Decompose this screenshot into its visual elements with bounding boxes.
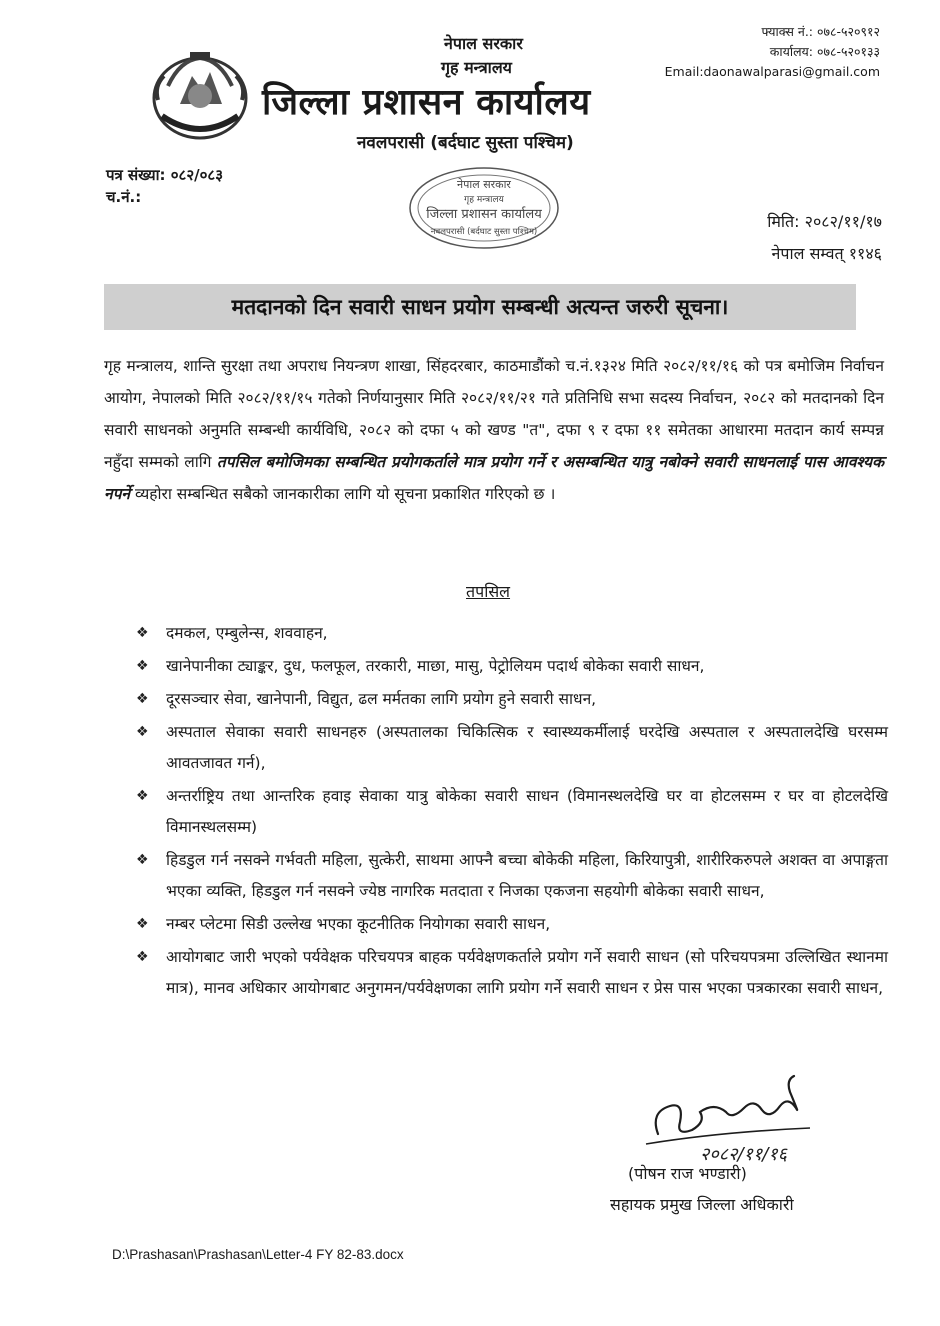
handwritten-signature [640, 1072, 860, 1172]
diamond-bullet-icon: ❖ [136, 691, 149, 707]
list-item [136, 717, 888, 779]
list-item [136, 909, 888, 940]
vehicle-list [136, 618, 888, 1006]
nepal-samvat-date: नेपाल सम्वत् ११४६ [771, 244, 882, 263]
list-item-text: अस्पताल सेवाका सवारी साधनहरु (अस्पतालका चिकित्सिक र स्वास्थ्यकर्मीलाई घरदेखि अस्पताल र अस्पतालदेखि घरसम्म आवतजावत गर्न), [166, 723, 888, 772]
stamp-line-4: नवलपरासी (बर्दघाट सुस्ता पश्चिम) [430, 227, 538, 237]
email-address: Email:daonawalparasi@gmail.com [664, 64, 880, 79]
office-address: नवलपरासी (बर्दघाट सुस्ता पश्चिम) [357, 133, 574, 153]
diamond-bullet-icon: ❖ [136, 916, 149, 932]
government-name: नेपाल सरकार [444, 34, 523, 53]
section-heading: तपसिल [466, 582, 511, 601]
list-item [136, 618, 888, 649]
body-text-emphasis: तपसिल बमोजिमका सम्बन्धित प्रयोगकर्ताले मात्र प्रयोग गर्ने र असम्बन्धित यात्रु नबोक्ने सवारी साधनलाई पास आवश्यक नपर्ने [104, 453, 884, 503]
signature-date: २०८२/११/१६ [700, 1144, 788, 1165]
signer-name: (पोषन राज भण्डारी) [628, 1164, 747, 1183]
nepal-emblem-icon [150, 46, 250, 142]
office-name: जिल्ला प्रशासन कार्यालय [262, 82, 591, 123]
list-item-text: खानेपानीका ट्याङ्कर, दुध, फलफूल, तरकारी, माछा, मासु, पेट्रोलियम पदार्थ बोकेका सवारी साधन, [166, 657, 705, 675]
file-path: D:\Prashasan\Prashasan\Letter-4 FY 82-83.docx [112, 1247, 404, 1262]
diamond-bullet-icon: ❖ [136, 724, 149, 740]
ministry-name: गृह मन्त्रालय [441, 58, 512, 77]
stamp-line-2: गृह मन्त्रालय [464, 195, 504, 205]
list-item-text: नम्बर प्लेटमा सिडी उल्लेख भएका कूटनीतिक नियोगका सवारी साधन, [166, 915, 551, 933]
diamond-bullet-icon: ❖ [136, 658, 149, 674]
fax-number: फ्याक्स नं.: ०७८-५२०९१२ [761, 24, 880, 39]
office-stamp [404, 160, 564, 250]
list-item [136, 845, 888, 907]
list-item-text: दूरसञ्चार सेवा, खानेपानी, विद्युत, ढल मर्मतका लागि प्रयोग हुने सवारी साधन, [166, 690, 597, 708]
list-item [136, 781, 888, 843]
letter-date: मिति: २०८२/११/१७ [767, 212, 882, 231]
reference-block [106, 164, 223, 208]
contact-block [665, 22, 880, 82]
stamp-line-1: नेपाल सरकार [457, 178, 511, 191]
letter-number: पत्र संख्या: ०८२/०८३ [106, 166, 224, 184]
body-text-after: व्यहोरा सम्बन्धित सबैको जानकारीका लागि यो सूचना प्रकाशित गरिएको छ । [130, 485, 556, 503]
list-item-text: हिडडुल गर्न नसक्ने गर्भवती महिला, सुत्केरी, साथमा आफ्नै बच्चा बोकेकी महिला, किरियापुत्री, शारीरिकरुपले अशक्त वा अपाङ्गता भएका व्यक्ति, हिडडुल गर्न नसक्ने ज्येष्ठ नागरिक मतदाता र निजका एकजना सहयोगी बोकेका सवारी साधन, [166, 851, 888, 900]
signer-title: सहायक प्रमुख जिल्ला अधिकारी [610, 1195, 794, 1214]
list-item-text: अन्तर्राष्ट्रिय तथा आन्तरिक हवाइ सेवाका यात्रु बोकेका सवारी साधन (विमानस्थलदेखि घर वा होटलसम्म र घर वा होटलदेखि विमानस्थलसम्म) [166, 787, 888, 836]
list-item-text: आयोगबाट जारी भएको पर्यवेक्षक परिचयपत्र बाहक पर्यवेक्षणकर्ताले प्रयोग गर्ने सवारी साधन (सो परिचयपत्रमा उल्लिखित स्थानमा मात्र), मानव अधिकार आयोगबाट अनुगमन/पर्यवेक्षणका लागि प्रयोग गर्ने सवारी साधन र प्रेस पास भएका पत्रकारका सवारी साधन, [166, 948, 888, 997]
subject-heading: मतदानको दिन सवारी साधन प्रयोग सम्बन्धी अत्यन्त जरुरी सूचना। [104, 284, 856, 330]
diamond-bullet-icon: ❖ [136, 788, 149, 804]
office-phone: कार्यालय: ०७८-५२०१३३ [769, 44, 880, 59]
body-paragraph [104, 350, 884, 510]
body-text-before: गृह मन्त्रालय, शान्ति सुरक्षा तथा अपराध नियन्त्रण शाखा, सिंहदरबार, काठमाडौंको च.नं.१३२४ मिति २०८२/११/१६ को पत्र बमोजिम निर्वाचन आयोग, नेपालको मिति २०८२/११/१५ गतेको निर्णयानुसार मिति २०८२/११/२१ गते प्रतिनिधि सभा सदस्य निर्वाचन, २०८२ को मतदानको दिन सवारी साधनको अनुमति सम्बन्धी कार्यविधि, २०८२ को दफा ५ को खण्ड "त", दफा ९ र दफा ११ समेतका आधारमा मतदान कार्य सम्पन्न नहुँदा सम्मको लागि [104, 357, 884, 471]
stamp-line-3: जिल्ला प्रशासन कार्यालय [426, 207, 542, 222]
date-block [767, 206, 882, 270]
list-item [136, 684, 888, 715]
list-item [136, 651, 888, 682]
list-item-text: दमकल, एम्बुलेन्स, शववाहन, [166, 624, 328, 642]
diamond-bullet-icon: ❖ [136, 852, 149, 868]
diamond-bullet-icon: ❖ [136, 949, 149, 965]
dispatch-number: च.नं.: [106, 188, 142, 206]
diamond-bullet-icon: ❖ [136, 625, 149, 641]
list-item [136, 942, 888, 1004]
